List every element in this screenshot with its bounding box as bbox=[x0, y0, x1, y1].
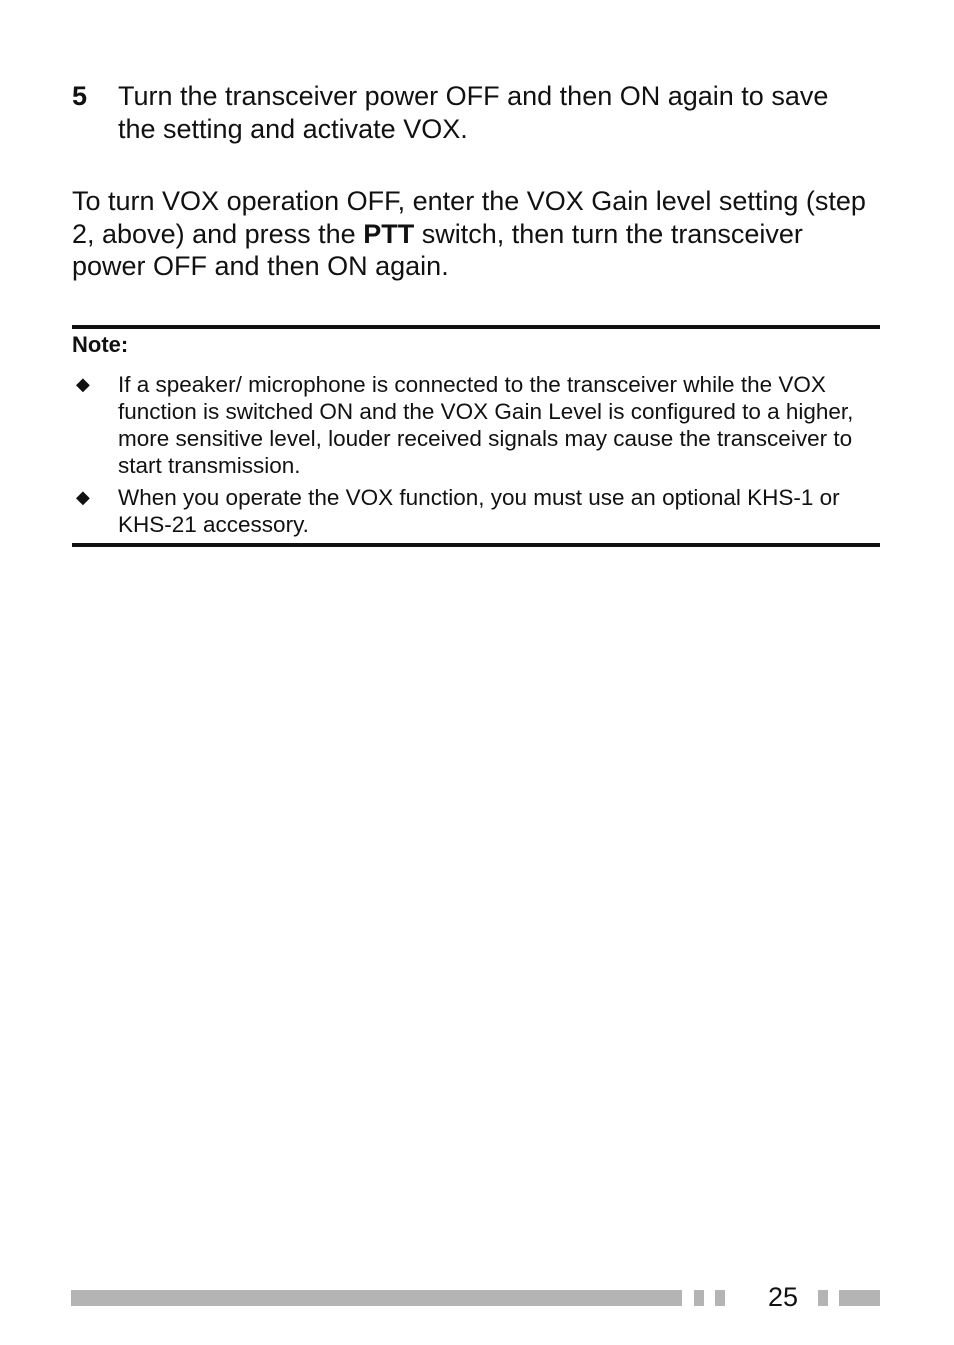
note-item-text: If a speaker/ microphone is connected to the transceiver while the VOX function is switched ON and the VOX Gain Level is configured to a higher, more sensitive level, louder received signals may cause the transceiver to start transmission. bbox=[118, 372, 854, 478]
note-top-rule bbox=[72, 325, 880, 329]
page-number: 25 bbox=[767, 1282, 799, 1312]
note-item-text: When you operate the VOX function, you must use an optional KHS-1 or KHS-21 accessory. bbox=[118, 485, 840, 537]
note-item bbox=[72, 371, 880, 479]
footer-bar-right bbox=[839, 1290, 880, 1306]
diamond-bullet-icon: ◆ bbox=[76, 487, 90, 507]
note-title: Note: bbox=[72, 332, 129, 357]
footer-square bbox=[715, 1290, 725, 1306]
vox-off-paragraph bbox=[72, 185, 872, 283]
footer-bar-left bbox=[71, 1290, 682, 1306]
footer-square bbox=[818, 1290, 828, 1306]
note-item bbox=[72, 484, 880, 538]
step-5 bbox=[72, 80, 872, 146]
footer-square bbox=[694, 1290, 704, 1306]
step-text: Turn the transceiver power OFF and then ON again to save the setting and activate VOX. bbox=[118, 81, 829, 144]
step-number: 5 bbox=[72, 81, 88, 111]
paragraph-text-start: To turn VOX operation OFF, enter the VOX Gain level setting (step 2, above) and press the bbox=[72, 186, 866, 249]
diamond-bullet-icon: ◆ bbox=[76, 374, 90, 394]
ptt-label: PTT bbox=[363, 218, 415, 249]
note-bottom-rule bbox=[72, 543, 880, 547]
paragraph-text-end: switch, then turn the transceiver power OFF and then ON again. bbox=[72, 218, 803, 281]
